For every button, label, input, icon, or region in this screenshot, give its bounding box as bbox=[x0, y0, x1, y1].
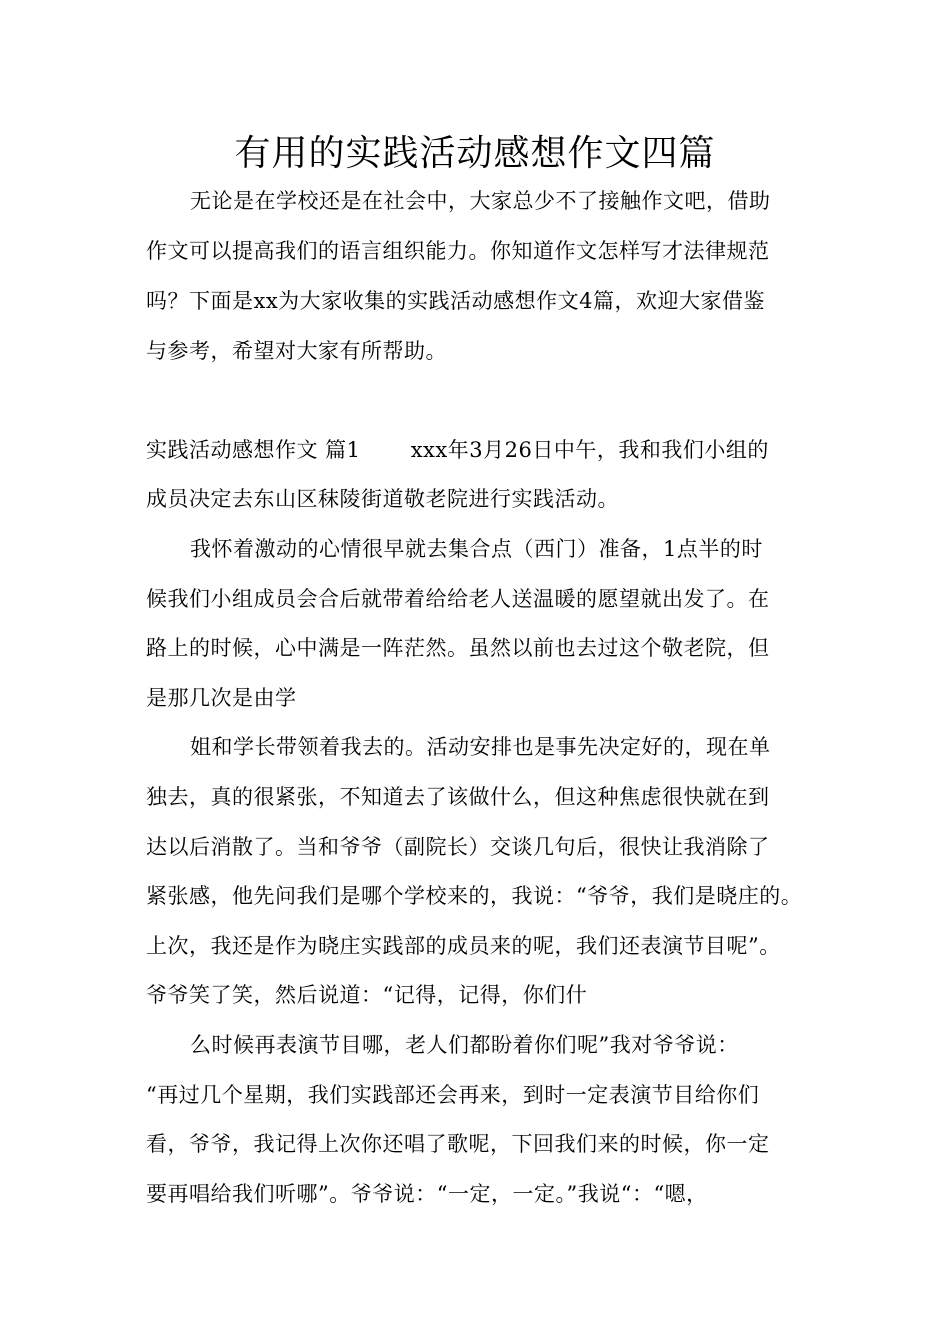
paragraph-line: 是那几次是由学 bbox=[146, 686, 297, 710]
paragraph-line: 成员决定去东山区秣陵街道敬老院进行实践活动。 bbox=[146, 487, 619, 511]
paragraph-line: 达以后消散了。当和爷爷（副院长）交谈几句后，很快让我消除了 bbox=[146, 835, 770, 859]
paragraph-line: 姐和学长带领着我去的。活动安排也是事先决定好的，现在单 bbox=[190, 735, 771, 759]
paragraph-line: “再过几个星期，我们实践部还会再来，到时一定表演节目给你们 bbox=[146, 1083, 760, 1107]
paragraph-line: 爷爷笑了笑，然后说道：“记得，记得，你们什 bbox=[146, 983, 588, 1007]
paragraph-line: 独去，真的很紧张，不知道去了该做什么，但这种焦虑很快就在到 bbox=[146, 785, 770, 809]
paragraph-line: 上次，我还是作为晓庄实践部的成员来的呢，我们还表演节目呢”。 bbox=[146, 934, 781, 958]
paragraph-line: 么时候再表演节目哪，老人们都盼着你们呢”我对爷爷说： bbox=[190, 1033, 739, 1057]
paragraph-line: 作文可以提高我们的语言组织能力。你知道作文怎样写才法律规范 bbox=[146, 239, 770, 263]
document-title: 有用的实践活动感想作文四篇 bbox=[234, 133, 716, 174]
paragraph-line: 与参考，希望对大家有所帮助。 bbox=[146, 339, 447, 363]
paragraph-line: 吗？下面是xx为大家收集的实践活动感想作文4篇，欢迎大家借鉴 bbox=[146, 289, 766, 313]
paragraph-line: 候我们小组成员会合后就带着给给老人送温暖的愿望就出发了。在 bbox=[146, 587, 770, 611]
paragraph-line: 紧张感，他先问我们是哪个学校来的，我说：“爷爷，我们是晓庄的。 bbox=[146, 884, 803, 908]
paragraph-line: 路上的时候，心中满是一阵茫然。虽然以前也去过这个敬老院，但 bbox=[146, 636, 770, 660]
paragraph-line: 我怀着激动的心情很早就去集合点（西门）准备，1点半的时 bbox=[190, 537, 763, 561]
paragraph-line: 无论是在学校还是在社会中，大家总少不了接触作文吧，借助 bbox=[190, 189, 771, 213]
paragraph-line: 要再唱给我们听哪”。爷爷说：“一定，一定。”我说“：“嗯， bbox=[146, 1182, 708, 1206]
paragraph-line: 看，爷爷，我记得上次你还唱了歌呢，下回我们来的时候，你一定 bbox=[146, 1132, 770, 1156]
section-heading-line: 实践活动感想作文 篇1 xxx年3月26日中午，我和我们小组的 bbox=[146, 438, 769, 462]
